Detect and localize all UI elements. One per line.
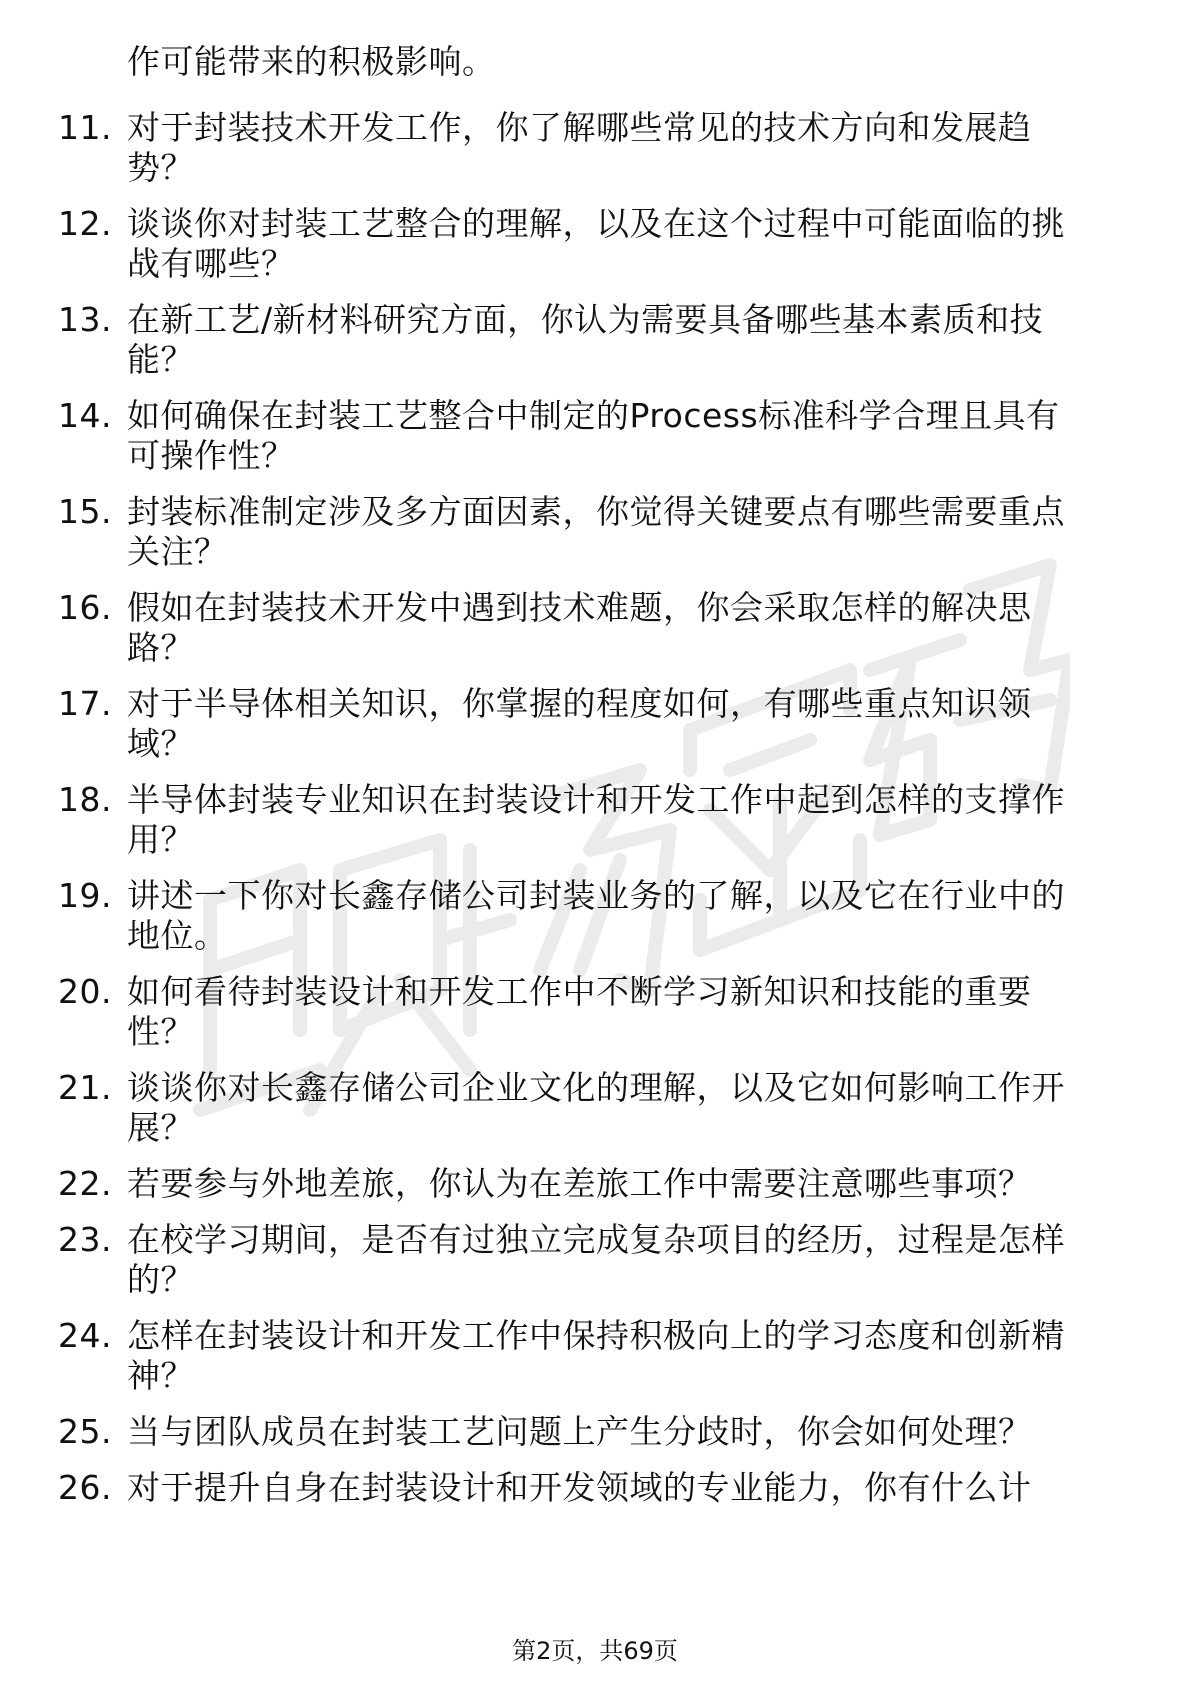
question-text: 怎样在封装设计和开发工作中保持积极向上的学习态度和创新精: [127, 1316, 1065, 1355]
question-text: 可操作性？: [127, 436, 295, 475]
question-text: 性？: [127, 1012, 194, 1051]
question-text: 在校学习期间，是否有过独立完成复杂项目的经历，过程是怎样: [127, 1220, 1065, 1259]
question-number: 25.: [58, 1412, 112, 1451]
question-text: 讲述一下你对长鑫存储公司封装业务的了解，以及它在行业中的: [127, 876, 1065, 915]
continuation-text: 作可能带来的积极影响。: [127, 42, 496, 81]
question-text: 半导体封装专业知识在封装设计和开发工作中起到怎样的支撑作: [127, 780, 1065, 819]
question-number: 11.: [58, 108, 112, 147]
question-text: 战有哪些？: [127, 244, 295, 283]
question-text: 当与团队成员在封装工艺问题上产生分歧时，你会如何处理？: [127, 1412, 1032, 1451]
question-text: 展？: [127, 1108, 194, 1147]
question-number: 22.: [58, 1164, 112, 1203]
question-text: 谈谈你对长鑫存储公司企业文化的理解，以及它如何影响工作开: [127, 1068, 1065, 1107]
page-footer: 第2页，共69页: [512, 1637, 678, 1665]
question-text: 势？: [127, 148, 194, 187]
question-text: 若要参与外地差旅，你认为在差旅工作中需要注意哪些事项？: [127, 1164, 1032, 1203]
question-number: 16.: [58, 588, 112, 627]
question-number: 14.: [58, 396, 112, 435]
question-number: 21.: [58, 1068, 112, 1107]
question-text: 神？: [127, 1356, 194, 1395]
question-text: 对于半导体相关知识，你掌握的程度如何，有哪些重点知识领: [127, 684, 1032, 723]
question-text: 如何看待封装设计和开发工作中不断学习新知识和技能的重要: [127, 972, 1032, 1011]
question-text: 的？: [127, 1260, 194, 1299]
question-number: 26.: [58, 1468, 112, 1507]
question-text: 能？: [127, 340, 194, 379]
question-text: 关注？: [127, 532, 228, 571]
question-text: 封装标准制定涉及多方面因素，你觉得关键要点有哪些需要重点: [127, 492, 1065, 531]
question-text: 用？: [127, 820, 194, 859]
question-number: 24.: [58, 1316, 112, 1355]
question-text: 对于封装技术开发工作，你了解哪些常见的技术方向和发展趋: [127, 108, 1032, 147]
question-number: 23.: [58, 1220, 112, 1259]
question-number: 12.: [58, 204, 112, 243]
question-number: 17.: [58, 684, 112, 723]
question-number: 15.: [58, 492, 112, 531]
question-text: 如何确保在封装工艺整合中制定的Process标准科学合理且具有: [127, 396, 1060, 435]
question-number: 13.: [58, 300, 112, 339]
question-text: 地位。: [127, 916, 228, 955]
question-text: 谈谈你对封装工艺整合的理解，以及在这个过程中可能面临的挑: [127, 204, 1065, 243]
question-number: 20.: [58, 972, 112, 1011]
question-text: 在新工艺/新材料研究方面，你认为需要具备哪些基本素质和技: [127, 300, 1044, 339]
question-number: 18.: [58, 780, 112, 819]
watermark: [170, 470, 1070, 1170]
question-text: 路？: [127, 628, 194, 667]
question-text: 对于提升自身在封装设计和开发领域的专业能力，你有什么计: [127, 1468, 1032, 1507]
question-number: 19.: [58, 876, 112, 915]
question-text: 假如在封装技术开发中遇到技术难题，你会采取怎样的解决思: [127, 588, 1032, 627]
question-text: 域？: [127, 724, 194, 763]
